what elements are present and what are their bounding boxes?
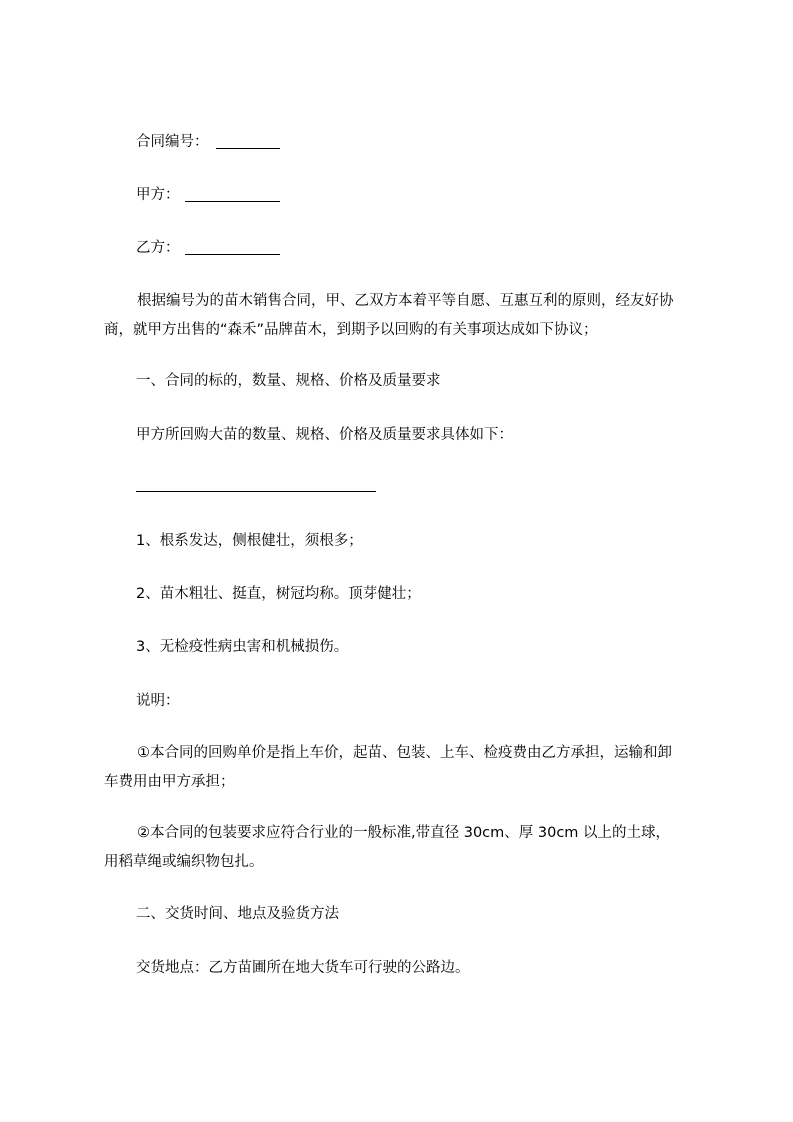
spec-table-blank [136, 491, 376, 492]
section1-description: 甲方所回购大苗的数量、规格、价格及质量要求具体如下： [136, 427, 513, 443]
party-a-blank [185, 201, 280, 202]
quality-item-1: 1、根系发达，侧根健壮，须根多； [136, 533, 363, 549]
notes-title: 说明： [136, 693, 180, 709]
quality-item-2: 2、苗木粗壮、挺直，树冠均称。顶芽健壮； [136, 586, 421, 602]
quality-item-3: 3、无检疫性病虫害和机械损伤。 [136, 639, 349, 655]
intro-paragraph: 根据编号为的苗木销售合同，甲、乙双方本着平等自愿、互惠互利的原则，经友好协商，就甲方出售的“森禾”品牌苗木，到期予以回购的有关事项达成如下协议； [104, 293, 674, 338]
party-a-line [136, 185, 180, 205]
section1-title: 一、合同的标的，数量、规格、价格及质量要求 [136, 373, 441, 389]
contract-number-line [136, 132, 209, 152]
party-a-label: 甲方： [136, 187, 180, 203]
note-1-paragraph: ①本合同的回购单价是指上车价，起苗、包装、上车、检疫费由乙方承担，运输和卸车费用由甲方承担； [104, 745, 672, 790]
party-b-blank [185, 254, 280, 255]
party-b-label: 乙方： [136, 240, 180, 256]
contract-number-label: 合同编号： [136, 134, 209, 150]
contract-number-blank [216, 148, 280, 149]
section2-title: 二、交货时间、地点及验货方法 [136, 906, 339, 922]
party-b-line [136, 238, 180, 258]
note-2-paragraph: ②本合同的包装要求应符合行业的一般标准,带直径 30cm、厚 30cm 以上的土球，用稻草绳或编织物包扎。 [104, 825, 671, 870]
delivery-location: 交货地点：乙方苗圃所在地大货车可行驶的公路边。 [136, 960, 470, 976]
